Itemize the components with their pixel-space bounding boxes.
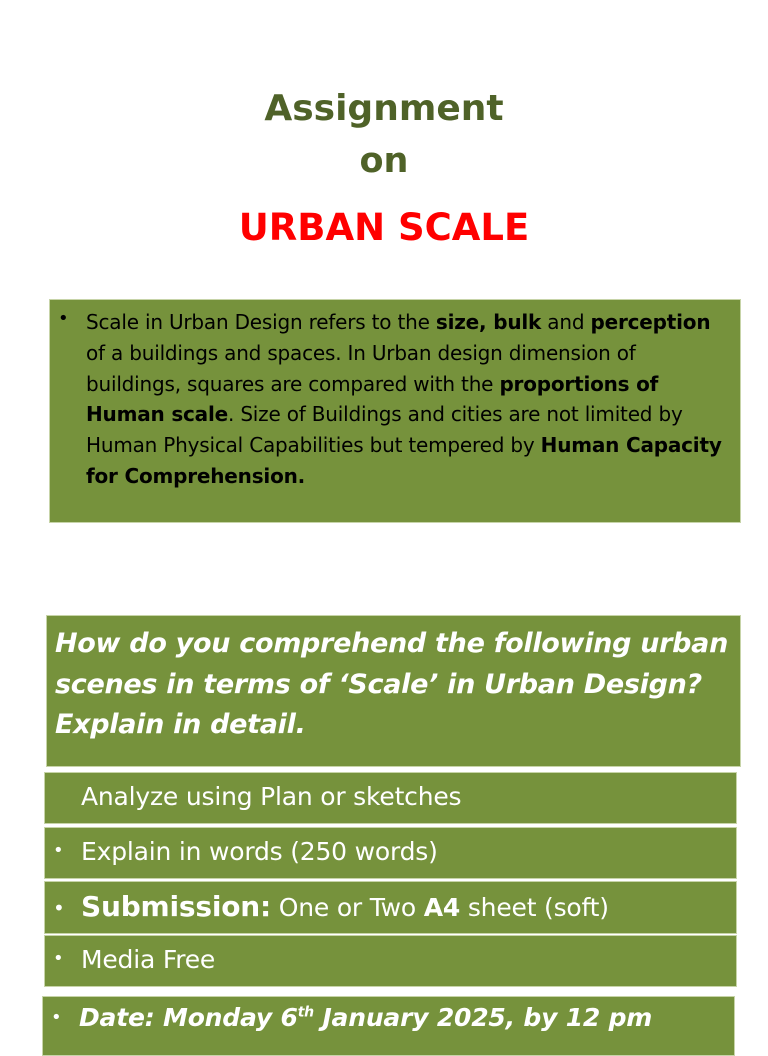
bullet-icon: • — [58, 308, 69, 329]
date-text: Date: Monday 6th January 2025, by 12 pm — [79, 1003, 653, 1032]
bullet-icon: • — [53, 896, 65, 920]
instruction-item-explain — [44, 827, 737, 879]
instruction-item-analyze — [44, 772, 737, 824]
instruction-text: Explain in words (250 words) — [81, 837, 438, 866]
paper-size: A4 — [423, 893, 461, 922]
date-item — [42, 996, 735, 1056]
submission-item — [44, 881, 737, 934]
question-text: How do you comprehend the following urban scenes in terms of ‘Scale’ in Urban Design? Explain in detail. — [55, 628, 729, 740]
instruction-text: Analyze using Plan or sketches — [81, 782, 462, 811]
definition-box — [49, 299, 741, 523]
bullet-icon: • — [53, 948, 64, 969]
bullet-icon: • — [51, 1007, 62, 1028]
bullet-icon: • — [53, 840, 64, 861]
title-line-on: on — [359, 141, 409, 181]
media-text: Media Free — [81, 945, 216, 974]
title-line-assignment: Assignment — [264, 88, 504, 129]
submission-label: Submission: — [81, 890, 272, 923]
question-box — [46, 615, 741, 767]
topic-title: URBAN SCALE — [238, 206, 530, 249]
media-item — [44, 935, 737, 987]
submission-text: Submission: One or Two A4 sheet (soft) — [81, 890, 609, 923]
definition-text: Scale in Urban Design refers to the size, bulk and perception of a buildings and spaces. In Urban design dimension of buildings, squares are compared with the proportions of Human scale. Size of Buildings and cities are not limited by Human Physical Capabilities but tempered by Human Capacity for Comprehension. — [86, 310, 722, 488]
